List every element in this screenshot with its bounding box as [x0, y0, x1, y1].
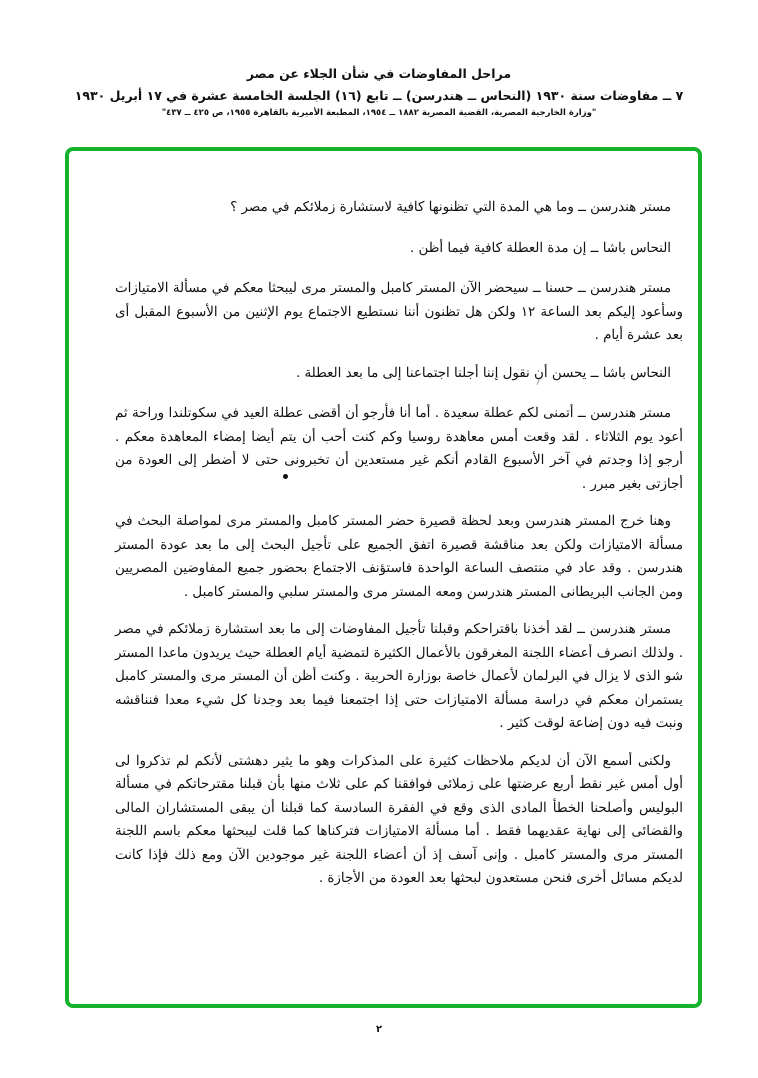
paragraph-henderson-question: مستر هندرسن ــ وما هي المدة التي تظنونها كافية لاستشارة زملائكم في مصر ؟ [230, 200, 671, 215]
paragraph-nahas-postpone: النحاس باشا ــ يحسن أن نقول إننا أجلنا اجتماعنا إلى ما بعد العطلة . [295, 365, 671, 381]
document-header [0, 64, 758, 120]
paragraph-narrative: وهنا خرج المستر هندرسن وبعد لحظة قصيرة حضر المستر كامبل والمستر مرى لمواصلة البحث في مسألة الامتيازات ولكن بعد مناقشة قصيرة اتفق الجميع على تأجيل البحث إلى ما بعد عودة المستر هندرسن . وقد عاد في منتصف الساعة الواحدة فاستؤنف الاجتماع بحضور جميع المفاوضين المصريين ومن الجانب البريطانى المستر هندرسن ومعه المستر مرى والمستر سلبي والمستر كامبل . [115, 514, 683, 600]
document-subtitle: ٧ ــ مفاوضات سنة ١٩٣٠ (النحاس ــ هندرسن) ــ تابع (١٦) الجلسة الخامسة عشرة في ١٧ أبريل ١٩٣٠ [74, 88, 684, 103]
paragraph-henderson-proposal: مستر هندرسن ــ لقد أخذنا باقتراحكم وقبلنا تأجيل المفاوضات إلى ما بعد استشارة زملائكم في مصر . ولذلك انصرف أعضاء اللجنة المغرقون بالأعمال الكثيرة لتمضية أيام العطلة حيث يريدون ماعدا المستر شو الذى لا يزال في البرلمان لأعمال خاصة بوزارة الحربية . وكنت أظن أن المستر مرى والمستر كامبل يستمران معكم في دراسة مسألة الامتيازات حتى إذا اجتمعنا فيما بعد وجدنا كل شيء معدا فنناقشه ونبت فيه دون إضاعة لوقت كثير . [115, 622, 683, 731]
page-number: ٢ [375, 1024, 383, 1035]
paragraph-henderson-holiday: مستر هندرسن ــ أتمنى لكم عطلة سعيدة . أما أنا فأرجو أن أقضى عطلة العيد في سكوتلندا وراحة ثم أعود يوم الثلاثاء . لقد وقعت أمس معاهدة روسيا وكم كنت أحب أن يتم أيضا إمضاء المعاهدة معكم . أرجو إذا وجدتم في آخر الأسبوع القادم أنكم غير مستعدين أن تخبرونى حتى لا أضطر إلى العودة من أجازتى بغير مبرر . [115, 406, 683, 492]
source-citation: "وزارة الخارجية المصرية، القضية المصرية ١٨٨٢ ــ ١٩٥٤، المطبعة الأميرية بالقاهرة ١٩٥٥، ص ٤٢٥ ــ ٤٣٧" [161, 108, 597, 118]
paragraph-henderson-capitulations: مستر هندرسن ــ حسنا ــ سيحضر الآن المستر كامبل والمستر مرى ليبحثا معكم في مسألة الامتيازات وسأعود إليكم بعد الساعة ١٢ ولكن هل تظنون أننا نستطيع الاجتماع يوم الإثنين من الأسبوع المقبل أى بعد عشرة أيام . [115, 281, 683, 343]
document-title: مراحل المفاوضات في شأن الجلاء عن مصر [246, 66, 512, 81]
paragraph-nahas-reply: النحاس باشا ــ إن مدة العطلة كافية فيما أظن . [410, 240, 671, 256]
document-body [115, 196, 683, 905]
paragraph-henderson-notes: ولكنى أسمع الآن أن لديكم ملاحظات كثيرة على المذكرات وهو ما يثير دهشتى لأنكم لم تذكروا لى أول أمس غير نقط أربع عرضتها على زملائى فوافقنا كم على ثلاث منها بأن قبلنا مقترحاتكم في مسألة البوليس وأصلحنا الخطأ المادى الذى وقع في الفقرة السادسة كما قبلنا أن يبقى المستشاران المالى والقضائى إلى نهاية عقديهما فقط . أما مسألة الامتيازات فتركناها كما قلت ليبحثها معكم باسم اللجنة المستر مرى والمستر كامبل . وإنى آسف إذ أن أعضاء اللجنة غير موجودين الآن ومع ذلك فإذا كانت لديكم مسائل أخرى فنحن مستعدون لبحثها بعد العودة من الأجازة . [115, 753, 683, 886]
